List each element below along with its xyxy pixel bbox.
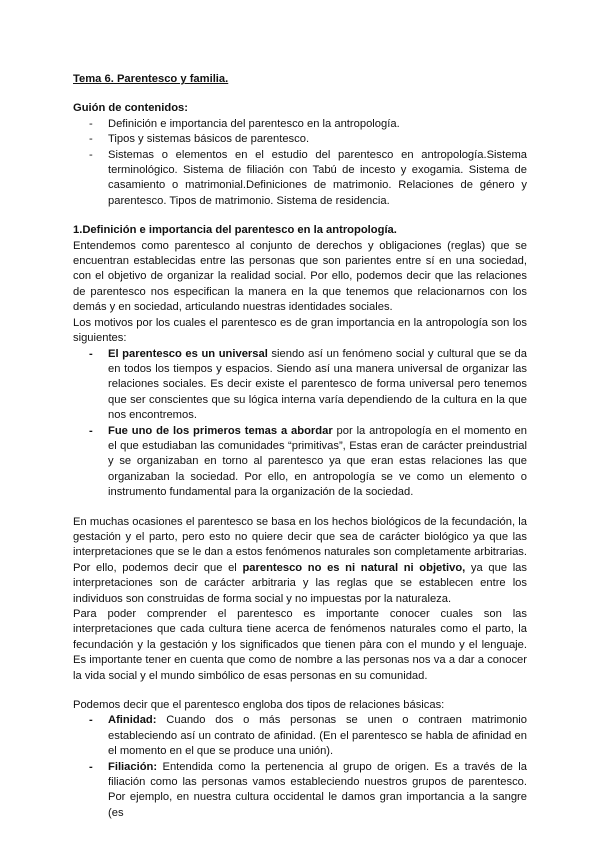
guion-heading: Guión de contenidos: xyxy=(73,102,188,115)
paragraph-bold: parentesco no es ni natural ni objetivo, xyxy=(242,561,466,574)
motivo-bold: El parentesco es un universal xyxy=(108,347,268,360)
paragraph-text: En muchas ocasiones el parentesco se basa en los hechos biológicos de la fecundación, la gestación y el parto, pero esto no quiere decir que sea de carácter biológico ya que las interpretaciones que se le dan a estos fenómenos naturales son completamente arbitrarias. Por ello, podemos decir que el xyxy=(73,515,527,574)
paragraph-text: ya que las interpretaciones son de carácter arbitraria y las reglas que se establecen entre los individuos son construidas de forma social y no impuestas por la naturaleza. xyxy=(73,561,527,605)
relaciones-list xyxy=(73,713,527,821)
document-title: Tema 6. Parentesco y familia. xyxy=(73,73,229,85)
relacion-text: Cuando dos o más personas se unen o contraen matrimonio estableciendo así un contrato de afinidad. (En el parentesco se habla de afinidad en el momento en el que se produce una unión). xyxy=(108,714,527,758)
paragraph: Los motivos por los cuales el parentesco es de gran importancia en la antropología son los siguientes: xyxy=(73,316,527,345)
relacion-bold: Afinidad: xyxy=(108,714,157,727)
paragraph: Entendemos como parentesco al conjunto de derechos y obligaciones (reglas) que se encuentran establecidas entre las personas que son parientes entre sí en una sociedad, con el objetivo de organizar la realidad social. Por ello, podemos decir que las relaciones de parentesco nos especifican la manera en la que tenemos que relacionarnos con los demás y en sociedad, articulando nuestras identidades sociales. xyxy=(73,239,527,314)
relacion-text: Entendida como la pertenencia al grupo de origen. Es a través de la filiación como las personas vamos estableciendo nuestros grupos de parentesco. Por ejemplo, en nuestra cultura occidental le damos gran importancia a la sangre (es xyxy=(108,760,527,819)
relacion-item xyxy=(108,713,527,759)
relacion-item xyxy=(108,760,527,822)
section-heading: 1.Definición e importancia del parentesco en la antropología. xyxy=(73,224,397,237)
motivo-item xyxy=(108,347,527,424)
motivo-text: siendo así un fenómeno social y cultural que se da en todos los tiempos y espacios. Siendo así una manera universal de organizar las relaciones sociales. Es decir existe el parentesco de forma universal pero tenemos que ser conscientes que su lógica interna varía dependiendo de la cultura en la que nos encontremos. xyxy=(108,347,527,422)
guion-item: - Tipos y sistemas básicos de parentesco. xyxy=(108,132,527,147)
guion-item: - Definición e importancia del parentesco en la antropología. xyxy=(108,117,527,132)
document-content xyxy=(73,72,527,821)
motivo-text: por la antropología en el momento en el que estudiaban las comunidades “primitivas”, Estas eran de carácter preindustrial y se organizaban en torno al parentesco ya que eran estas relaciones las que organizaban la sociedad. Por ello, en antropología se ve como un elemento o instrumento fundamental para la organización de la sociedad. xyxy=(108,424,527,499)
motivos-list xyxy=(73,347,527,501)
motivo-item xyxy=(108,424,527,501)
guion-list xyxy=(73,117,527,209)
paragraph: Podemos decir que el parentesco engloba dos tipos de relaciones básicas: xyxy=(73,699,445,712)
motivo-bold: Fue uno de los primeros temas a abordar xyxy=(108,424,333,437)
relacion-bold: Filiación: xyxy=(108,760,158,773)
guion-item: - Sistemas o elementos en el estudio del parentesco en antropología.Sistema terminológico. Sistema de filiación con Tabú de incesto y exogamia. Sistema de casamiento o matrimonial.Definiciones de matrimonio. Relaciones de género y parentesco. Tipos de matrimonio. Sistema de residencia. xyxy=(108,148,527,210)
paragraph xyxy=(73,515,527,607)
paragraph: Para poder comprender el parentesco es importante conocer cuales son las interpretaciones que cada cultura tiene acerca de fenómenos naturales como el parto, la fecundación y la gestación y los significados que tienen pàra con el mundo y el lenguaje. Es importante tener en cuenta que como de nombre a las personas nos va a dar a conocer la vida social y el mundo simbólico de esas personas en su comunidad. xyxy=(73,608,527,682)
